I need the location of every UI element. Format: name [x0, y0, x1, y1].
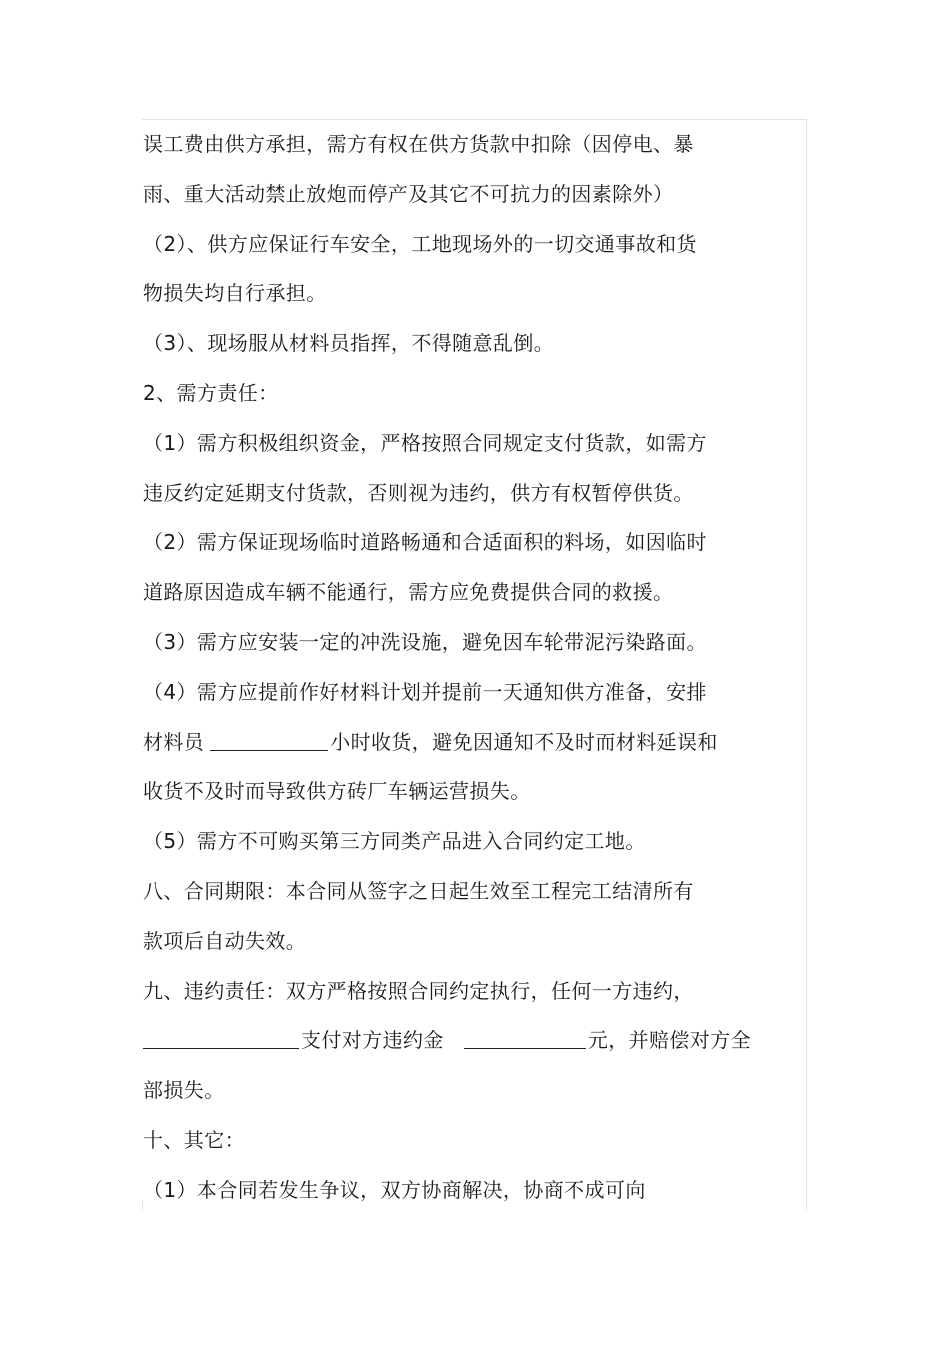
text-line: 雨、重大活动禁止放炮而停产及其它不可抗力的因素除外）	[143, 181, 674, 206]
text-line: （5）需方不可购买第三方同类产品进入合同约定工地。	[143, 829, 646, 854]
page-border-right	[806, 119, 807, 1211]
text-line-with-blanks	[143, 1016, 803, 1066]
section-heading: 2、需方责任：	[143, 380, 279, 405]
contract-text	[143, 120, 803, 1216]
text-line: 收货不及时而导致供方砖厂车辆运营损失。	[143, 779, 531, 804]
text-line: （4）需方应提前作好材料计划并提前一天通知供方准备，安排	[143, 679, 707, 704]
text-segment: 材料员	[143, 729, 205, 754]
text-line: 违反约定延期支付货款，否则视为违约，供方有权暂停供货。	[143, 480, 694, 505]
text-line: （1）本合同若发生争议，双方协商解决，协商不成可向	[143, 1177, 646, 1202]
section-heading: 九、违约责任：双方严格按照合同约定执行，任何一方违约，	[143, 978, 694, 1003]
text-line-with-blank	[143, 718, 803, 768]
text-segment: 元，并赔偿对方全	[587, 1028, 752, 1053]
text-segment: 小时收货，避免因通知不及时而材料延误和	[330, 729, 718, 754]
section-heading: 十、其它：	[143, 1127, 245, 1152]
text-line: 物损失均自行承担。	[143, 281, 327, 306]
text-line: 道路原因造成车辆不能通行，需方应免费提供合同的救援。	[143, 580, 674, 605]
text-line: （2）需方保证现场临时道路畅通和合适面积的料场，如因临时	[143, 530, 707, 555]
text-line: 款项后自动失效。	[143, 928, 307, 953]
fill-in-blank	[210, 732, 328, 751]
fill-in-blank	[464, 1030, 586, 1049]
section-heading: 八、合同期限：本合同从签字之日起生效至工程完工结清所有	[143, 878, 694, 903]
fill-in-blank	[143, 1030, 299, 1049]
text-segment: 支付对方违约金	[301, 1028, 444, 1053]
text-line: 部损失。	[143, 1078, 225, 1103]
text-line: （1）需方积极组织资金，严格按照合同规定支付货款，如需方	[143, 430, 707, 455]
text-line: （3）、现场服从材料员指挥，不得随意乱倒。	[143, 331, 555, 356]
text-line: （2）、供方应保证行车安全，工地现场外的一切交通事故和货	[143, 231, 697, 256]
text-line: （3）需方应安装一定的冲洗设施，避免因车轮带泥污染路面。	[143, 629, 707, 654]
text-line: 误工费由供方承担，需方有权在供方货款中扣除（因停电、暴	[143, 132, 694, 156]
